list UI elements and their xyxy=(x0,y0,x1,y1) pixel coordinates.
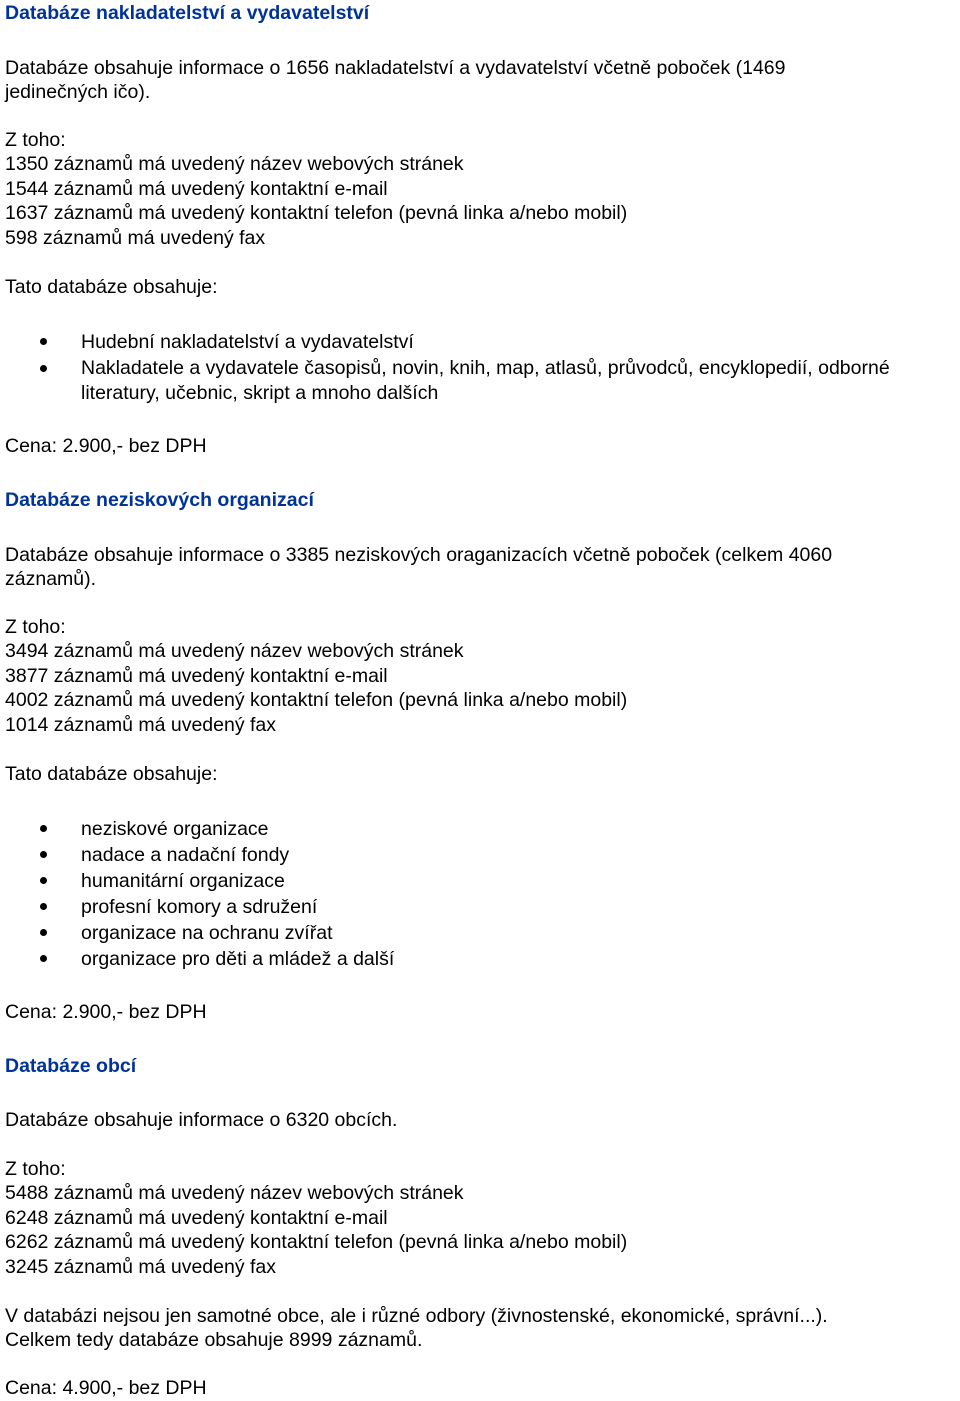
municipalities-title: Databáze obcí xyxy=(5,1055,137,1077)
list-item-text: organizace na ochranu zvířat xyxy=(81,922,333,944)
publishers-stat-fax: 598 záznamů má uvedený fax xyxy=(5,227,266,249)
list-item xyxy=(0,329,890,356)
nonprofits-title: Databáze neziskových organizací xyxy=(5,489,314,511)
nonprofits-contains-label: Tato databáze obsahuje: xyxy=(5,763,218,785)
nonprofits-intro-line2: záznamů). xyxy=(5,568,97,590)
nonprofits-stat-email: 3877 záznamů má uvedený kontaktní e-mail xyxy=(5,665,388,687)
list-item xyxy=(0,946,394,972)
publishers-stat-phone: 1637 záznamů má uvedený kontaktní telefon (pevná linka a/nebo mobil) xyxy=(5,202,628,224)
bullet-icon xyxy=(40,365,47,372)
list-item xyxy=(0,816,394,842)
list-item-text: organizace pro děti a mládež a další xyxy=(81,948,395,970)
municipalities-stat-web: 5488 záznamů má uvedený název webových stránek xyxy=(5,1182,464,1204)
list-item-text: Hudební nakladatelství a vydavatelství xyxy=(81,331,414,353)
list-item-text: Nakladatele a vydavatele časopisů, novin, knih, map, atlasů, průvodců, encyklopedií, odborné xyxy=(81,357,890,379)
list-item-text: profesní komory a sdružení xyxy=(81,896,318,918)
publishers-of-which: Z toho: xyxy=(5,129,66,151)
publishers-price: Cena: 2.900,- bez DPH xyxy=(5,435,207,457)
bullet-icon xyxy=(40,877,47,884)
nonprofits-price: Cena: 2.900,- bez DPH xyxy=(5,1001,207,1023)
publishers-contains-label: Tato databáze obsahuje: xyxy=(5,276,218,298)
municipalities-intro: Databáze obsahuje informace o 6320 obcích. xyxy=(5,1109,398,1131)
bullet-icon xyxy=(40,929,47,936)
list-item-text: neziskové organizace xyxy=(81,818,269,840)
publishers-stat-web: 1350 záznamů má uvedený název webových stránek xyxy=(5,153,464,175)
bullet-icon xyxy=(40,825,47,832)
bullet-icon xyxy=(40,851,47,858)
list-item xyxy=(0,356,890,406)
list-item-text-continued: literatury, učebnic, skript a mnoho dalších xyxy=(81,382,439,404)
publishers-intro-line1: Databáze obsahuje informace o 1656 nakladatelství a vydavatelství včetně poboček (1469 xyxy=(5,57,786,79)
municipalities-price: Cena: 4.900,- bez DPH xyxy=(5,1377,207,1399)
list-item xyxy=(0,920,394,946)
list-item xyxy=(0,894,394,920)
publishers-stat-email: 1544 záznamů má uvedený kontaktní e-mail xyxy=(5,178,388,200)
bullet-icon xyxy=(40,955,47,962)
list-item-text: nadace a nadační fondy xyxy=(81,844,290,866)
municipalities-note-line2: Celkem tedy databáze obsahuje 8999 záznamů. xyxy=(5,1329,423,1351)
nonprofits-list xyxy=(0,816,394,972)
nonprofits-intro-line1: Databáze obsahuje informace o 3385 neziskových oraganizacích včetně poboček (celkem 4060 xyxy=(5,544,833,566)
publishers-intro-line2: jedinečných ičo). xyxy=(5,81,151,103)
municipalities-stat-phone: 6262 záznamů má uvedený kontaktní telefon (pevná linka a/nebo mobil) xyxy=(5,1231,628,1253)
bullet-icon xyxy=(40,903,47,910)
nonprofits-stat-phone: 4002 záznamů má uvedený kontaktní telefon (pevná linka a/nebo mobil) xyxy=(5,689,628,711)
list-item xyxy=(0,842,394,868)
municipalities-note-line1: V databázi nejsou jen samotné obce, ale i různé odbory (živnostenské, ekonomické, správní...). xyxy=(5,1305,828,1327)
nonprofits-stat-fax: 1014 záznamů má uvedený fax xyxy=(5,714,277,736)
bullet-icon xyxy=(40,338,47,345)
municipalities-stat-fax: 3245 záznamů má uvedený fax xyxy=(5,1256,277,1278)
municipalities-stat-email: 6248 záznamů má uvedený kontaktní e-mail xyxy=(5,1207,388,1229)
municipalities-of-which: Z toho: xyxy=(5,1158,66,1180)
publishers-list xyxy=(0,329,890,406)
list-item-text: humanitární organizace xyxy=(81,870,285,892)
list-item xyxy=(0,868,394,894)
nonprofits-of-which: Z toho: xyxy=(5,616,66,638)
publishers-title: Databáze nakladatelství a vydavatelství xyxy=(5,2,370,24)
nonprofits-stat-web: 3494 záznamů má uvedený název webových stránek xyxy=(5,640,464,662)
